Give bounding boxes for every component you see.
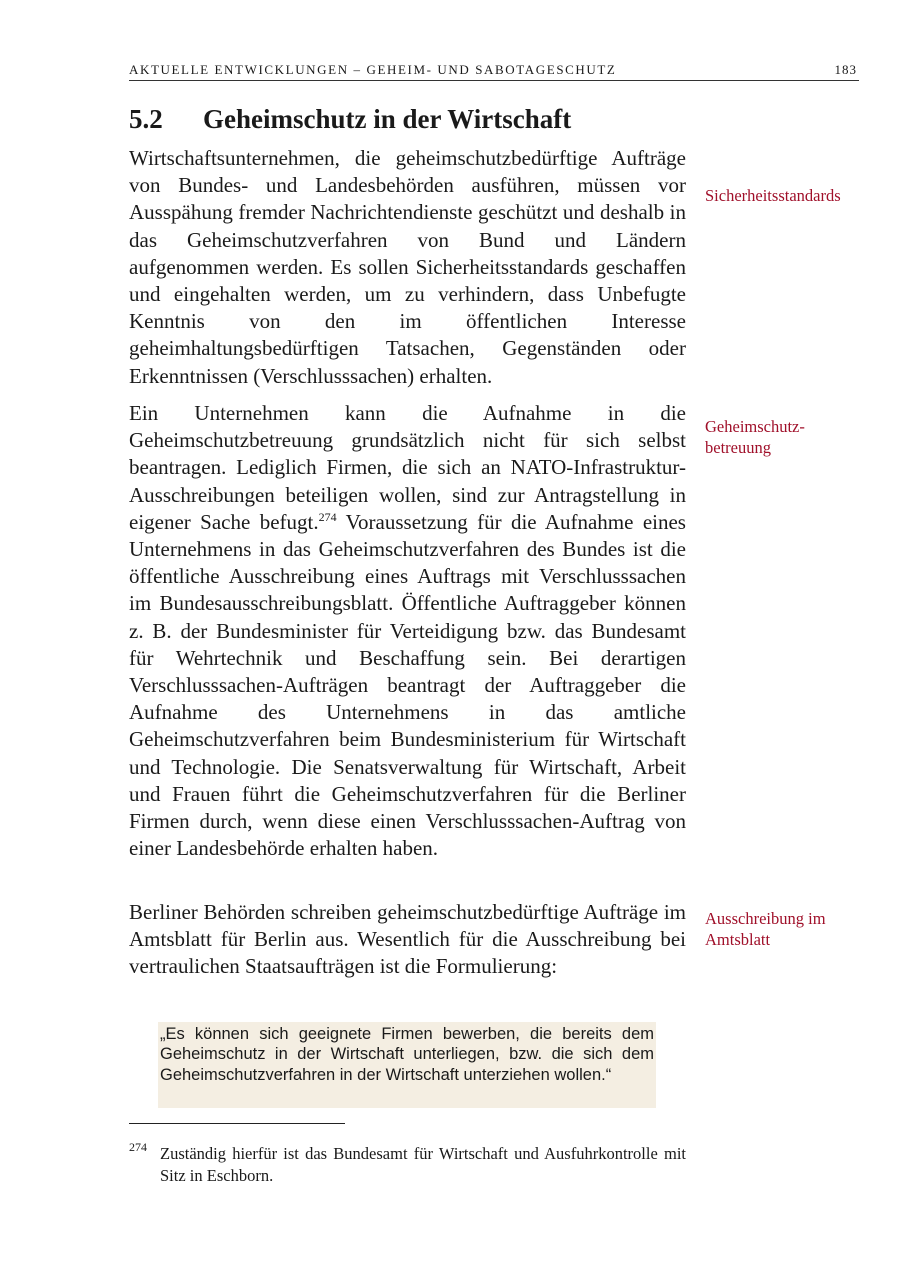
running-header xyxy=(129,58,859,81)
footnote-separator xyxy=(129,1123,345,1124)
paragraph-2 xyxy=(129,400,686,862)
page-number: 183 xyxy=(834,62,857,77)
section-title: Geheimschutz in der Wirtschaft xyxy=(203,104,572,134)
footnote-number: 274 xyxy=(129,1140,147,1154)
running-title: AKTUELLE ENTWICKLUNGEN – GEHEIM- UND SABOTAGESCHUTZ xyxy=(129,62,617,77)
paragraph-2-text-b: Voraussetzung für die Aufnahme eines Unternehmens in das Geheimschutzverfahren des Bundes ist die öffentliche Ausschreibung eines Auftrags mit Verschlusssachen im Bundesausschreibungsblatt. Öffentliche Auftraggeber können z. B. der Bundesminister für Verteidigung bzw. das Bundesamt für Wehrtechnik und Beschaffung sein. Bei derartigen Verschlusssachen-Aufträgen beantragt der Auftraggeber die Aufnahme des Unternehmens in das amtliche Geheimschutzverfahren beim Bundesministerium für Wirtschaft und Technologie. Die Senatsverwaltung für Wirtschaft, Arbeit und Frauen führt die Geheimschutzverfahren für die Berliner Firmen durch, wenn diese einen Verschlusssachen-Auftrag von einer Landesbehörde erhalten haben. xyxy=(129,509,686,861)
paragraph-1: Wirtschaftsunternehmen, die geheimschutzbedürftige Aufträge von Bundes- und Landesbehörden ausführen, müssen vor Ausspähung fremder Nachrichtendienste geschützt und deshalb in das Geheimschutzverfahren von Bund und Ländern aufgenommen werden. Es sollen Sicherheitsstandards geschaffen und eingehalten werden, um zu verhindern, dass Unbefugte Kenntnis von den im öffentlichen Interesse geheimhaltungsbedürftigen Tatsachen, Gegenständen oder Erkenntnissen (Verschlusssachen) erhalten. xyxy=(129,146,686,388)
margin-note-sicherheitsstandards: Sicherheitsstandards xyxy=(705,186,841,205)
section-number: 5.2 xyxy=(129,104,163,134)
margin-note-geheimschutzbetreuung: Geheimschutz-betreuung xyxy=(705,417,805,457)
margin-note-ausschreibung: Ausschreibung im Amtsblatt xyxy=(705,909,826,949)
footnote-reference: 274 xyxy=(318,509,337,524)
quote-box xyxy=(158,1022,656,1108)
paragraph-3: Berliner Behörden schreiben geheimschutzbedürftige Aufträge im Amtsblatt für Berlin aus. Wesentlich für die Ausschreibung bei vertraulichen Staatsaufträgen ist die Formulierung: xyxy=(129,900,686,979)
quote-text: „Es können sich geeignete Firmen bewerben, die bereits dem Geheimschutz in der Wirtschaft unterliegen, bzw. die sich dem Geheimschutzverfahren in der Wirtschaft unterziehen wollen.“ xyxy=(160,1025,654,1084)
paragraph-2-text-a: Ein Unternehmen kann die Aufnahme in die Geheimschutzbetreuung grundsätzlich nicht für sich selbst beantragen. Lediglich Firmen, die sich an NATO-Infrastruktur-Ausschreibungen beteiligen wollen, sind zur Antragstellung in eigener Sache befugt. xyxy=(129,401,686,534)
section-heading xyxy=(129,104,571,135)
footnote-text: Zuständig hierfür ist das Bundesamt für Wirtschaft und Ausfuhrkontrolle mit Sitz in Eschborn. xyxy=(160,1144,686,1185)
